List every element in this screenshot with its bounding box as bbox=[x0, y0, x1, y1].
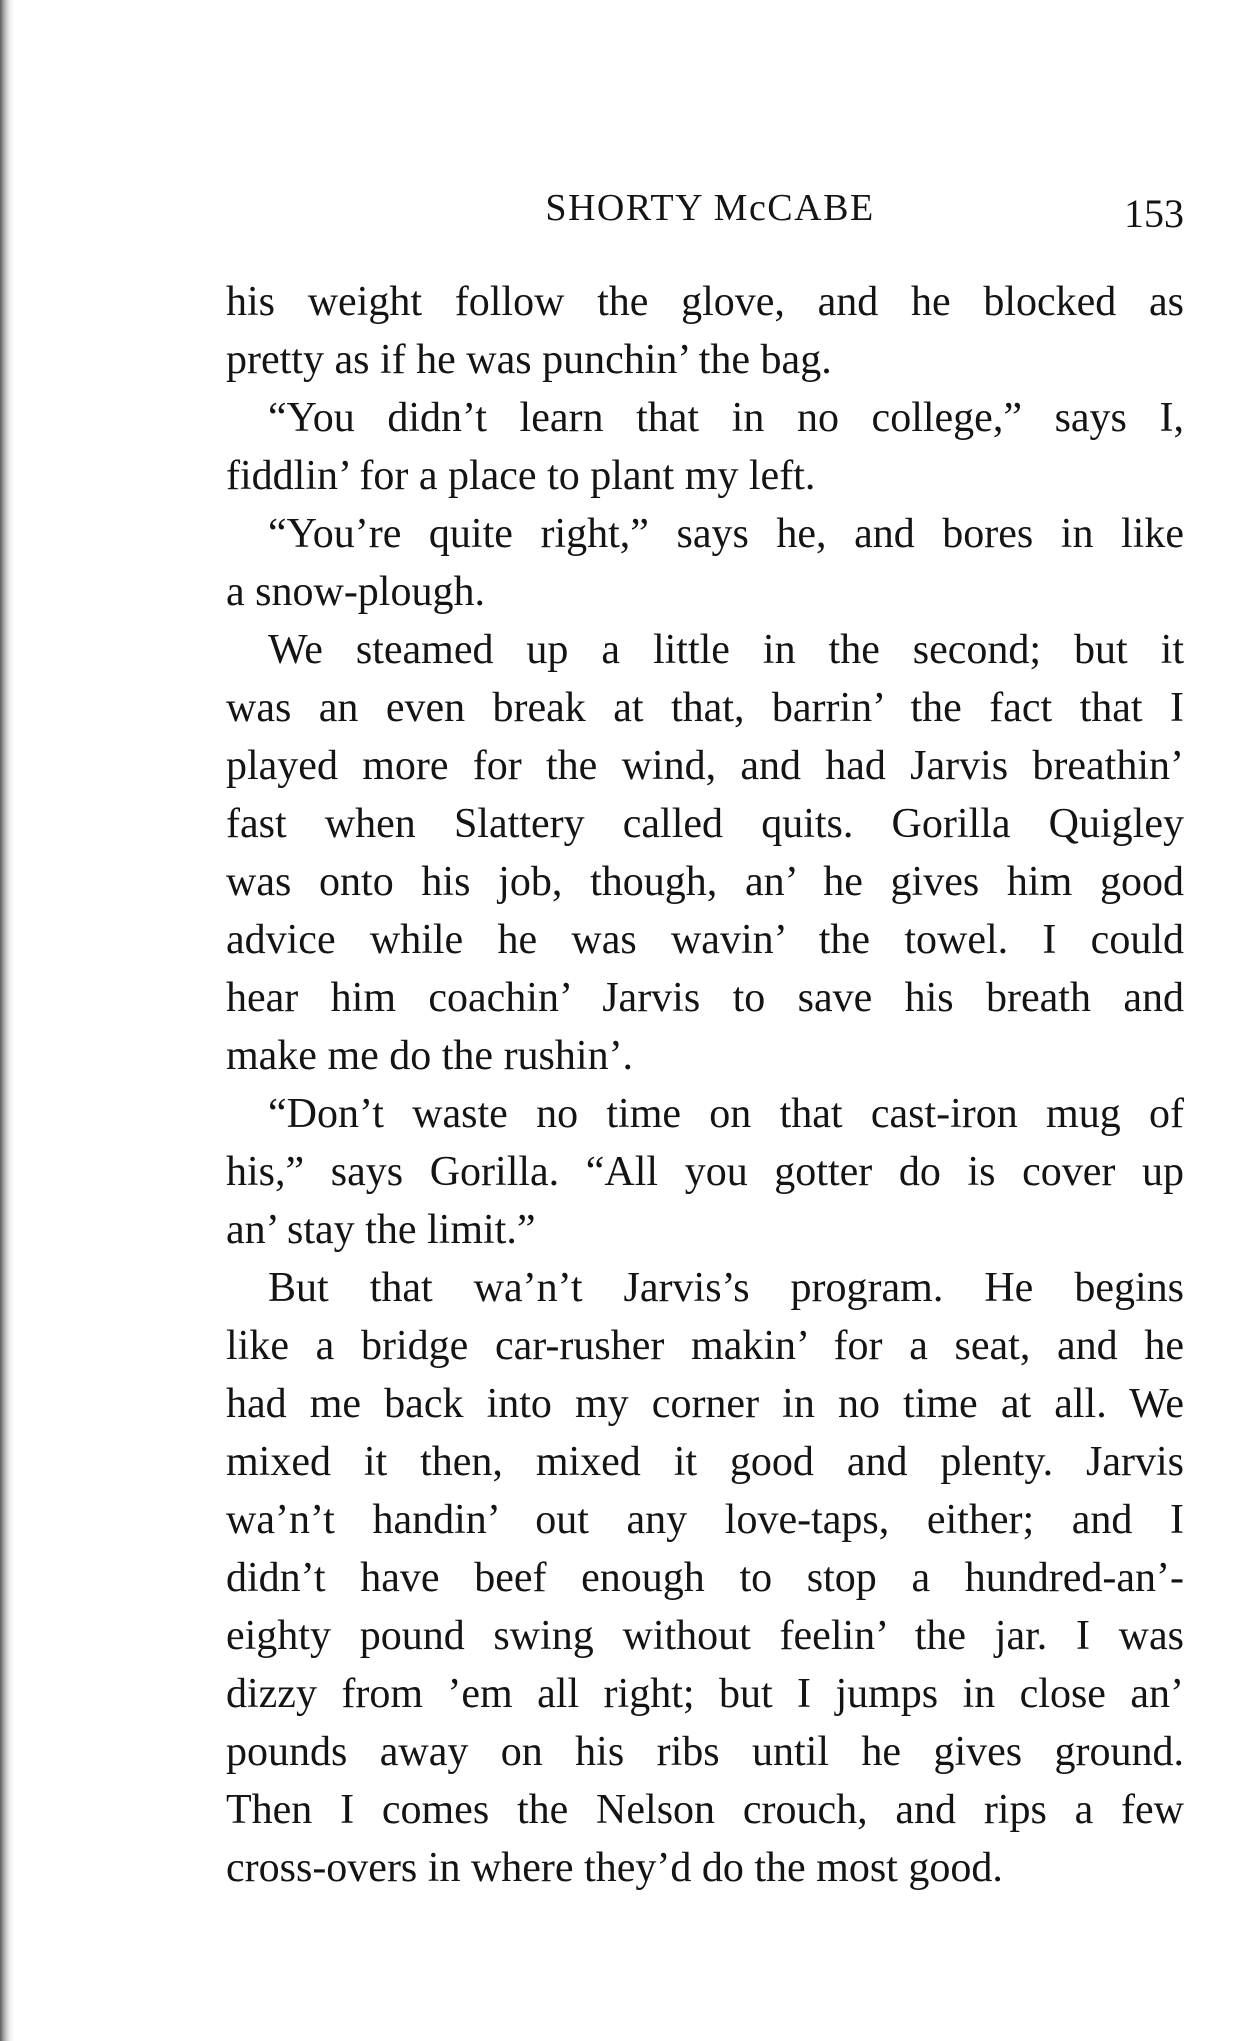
body-text bbox=[226, 273, 1184, 1897]
text-line: like a bridge car-rusher makin’ for a seat, and he bbox=[226, 1323, 1184, 1369]
text-line: make me do the rushin’. bbox=[226, 1033, 634, 1079]
text-line: dizzy from ’em all right; but I jumps in close an’ bbox=[226, 1671, 1184, 1717]
text-line: wa’n’t handin’ out any love-taps, either; and I bbox=[226, 1497, 1184, 1543]
page-binding-edge bbox=[0, 0, 14, 2041]
text-line: “You didn’t learn that in no college,” says I, bbox=[268, 395, 1184, 441]
text-line: was onto his job, though, an’ he gives him good bbox=[226, 859, 1184, 905]
text-line: an’ stay the limit.” bbox=[226, 1207, 536, 1253]
text-line: advice while he was wavin’ the towel. I could bbox=[226, 917, 1184, 963]
text-line: played more for the wind, and had Jarvis breathin’ bbox=[226, 743, 1184, 789]
text-line: hear him coachin’ Jarvis to save his breath and bbox=[226, 975, 1184, 1021]
page-header bbox=[226, 186, 1184, 236]
text-line: mixed it then, mixed it good and plenty. Jarvis bbox=[226, 1439, 1184, 1485]
text-line: his,” says Gorilla. “All you gotter do is cover up bbox=[226, 1149, 1184, 1195]
running-title: SHORTY McCABE bbox=[545, 187, 875, 229]
text-line: But that wa’n’t Jarvis’s program. He begins bbox=[268, 1265, 1184, 1311]
text-line: fiddlin’ for a place to plant my left. bbox=[226, 453, 816, 499]
text-line: a snow-plough. bbox=[226, 569, 485, 615]
text-line: eighty pound swing without feelin’ the jar. I was bbox=[226, 1613, 1184, 1659]
text-line: fast when Slattery called quits. Gorilla Quigley bbox=[226, 801, 1184, 847]
text-line: Then I comes the Nelson crouch, and rips a few bbox=[226, 1787, 1184, 1833]
text-line: “You’re quite right,” says he, and bores in like bbox=[268, 511, 1184, 557]
text-line: We steamed up a little in the second; but it bbox=[268, 627, 1184, 673]
text-line: was an even break at that, barrin’ the fact that I bbox=[226, 685, 1184, 731]
text-line: cross-overs in where they’d do the most good. bbox=[226, 1845, 1003, 1891]
text-line: pretty as if he was punchin’ the bag. bbox=[226, 337, 832, 383]
text-line: didn’t have beef enough to stop a hundred-an’- bbox=[226, 1555, 1184, 1601]
page-number: 153 bbox=[1124, 191, 1184, 236]
text-line: pounds away on his ribs until he gives ground. bbox=[226, 1729, 1184, 1775]
text-line: his weight follow the glove, and he blocked as bbox=[226, 279, 1184, 325]
text-line: had me back into my corner in no time at all. We bbox=[226, 1381, 1184, 1427]
text-line: “Don’t waste no time on that cast-iron mug of bbox=[268, 1091, 1184, 1137]
